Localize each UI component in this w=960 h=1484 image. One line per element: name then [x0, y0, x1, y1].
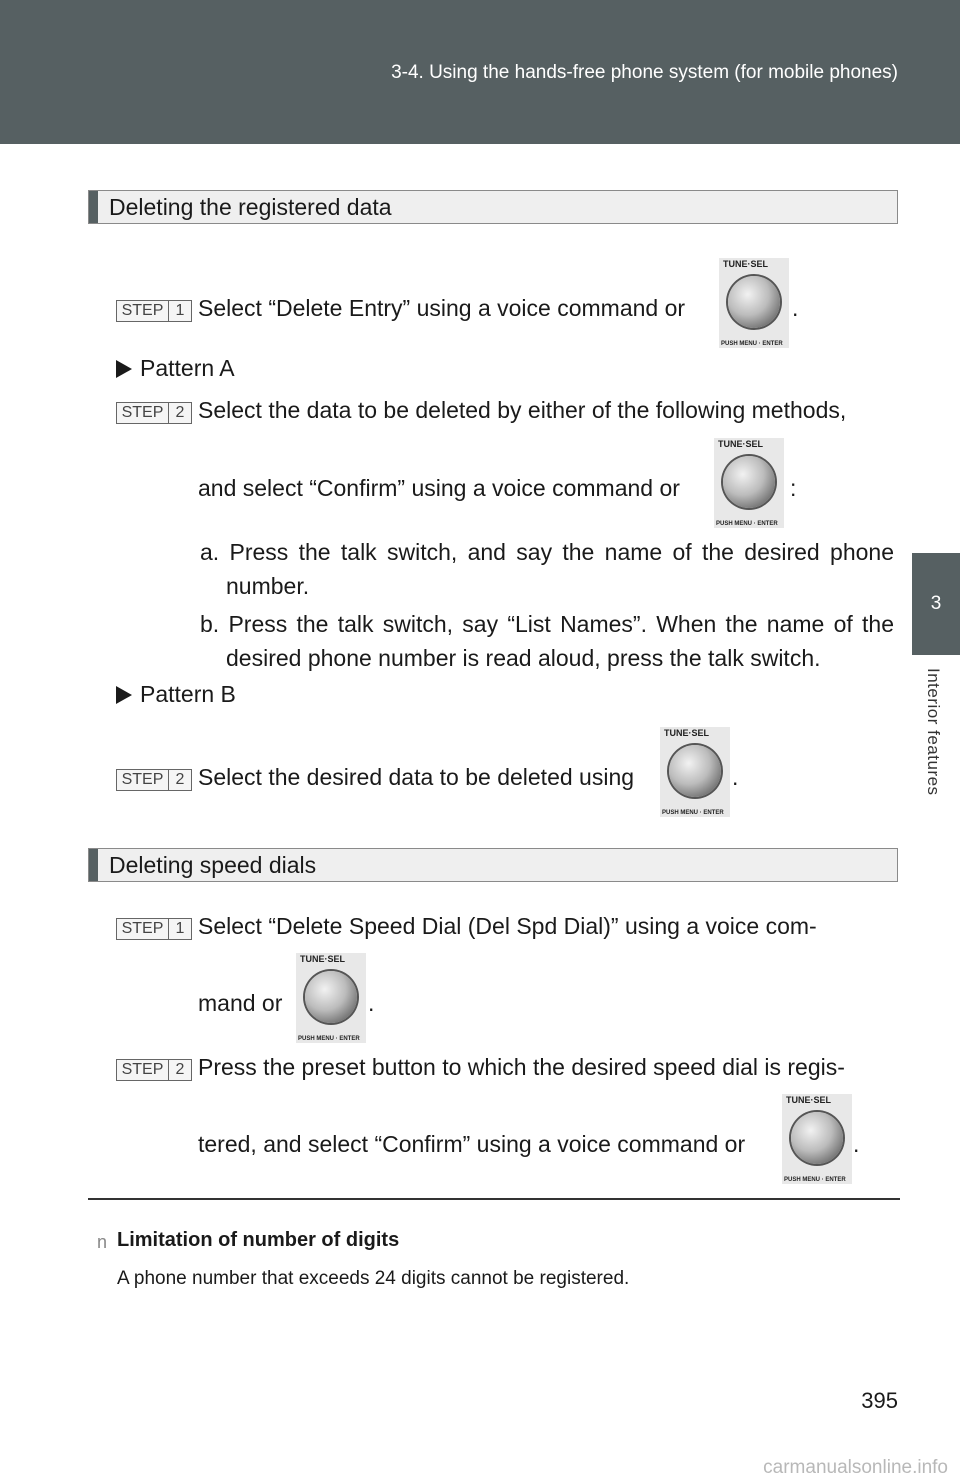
- step-badge-1: [116, 300, 192, 322]
- speed-step-1-text-2: mand or: [198, 990, 283, 1016]
- list-item-b: b. Press the talk switch, say “List Names”. When the name of the desired phone number is read aloud, press the talk switch.: [200, 611, 894, 671]
- note-body: A phone number that exceeds 24 digits cannot be registered.: [117, 1268, 630, 1289]
- step-number: 2: [175, 1061, 185, 1078]
- step-badge-2b: [116, 769, 192, 791]
- tune-sel-knob-icon: TUNE·SEL PUSH MENU · ENTER: [660, 727, 730, 817]
- step-2a-text-2: and select “Confirm” using a voice command or: [198, 475, 680, 501]
- step-1-end: .: [792, 295, 799, 321]
- step-word: STEP: [117, 919, 169, 939]
- speed-step-2-end: .: [853, 1131, 860, 1157]
- running-header: 3-4. Using the hands-free phone system (for mobile phones): [391, 62, 898, 83]
- step-badge-s2: [116, 1059, 192, 1081]
- section-heading-deleting-registered: [88, 190, 898, 224]
- pattern-a-label: Pattern A: [116, 355, 235, 382]
- speed-step-2-text-2: tered, and select “Confirm” using a voice command or: [198, 1131, 746, 1157]
- step-number: 1: [175, 302, 185, 319]
- note-bullet: n: [97, 1232, 108, 1252]
- triangle-bullet-icon: [116, 360, 132, 378]
- header-band: [0, 0, 960, 144]
- speed-step-1-text-1: Select “Delete Speed Dial (Del Spd Dial)” using a voice com-: [198, 913, 817, 939]
- step-2a-text-1: Select the data to be deleted by either of the following methods,: [198, 397, 847, 423]
- section-heading-deleting-speed: [88, 848, 898, 882]
- step-word: STEP: [117, 1060, 169, 1080]
- triangle-bullet-icon: [116, 686, 132, 704]
- step-2b-text: Select the desired data to be deleted using: [198, 764, 635, 790]
- note-title: Limitation of number of digits: [117, 1229, 400, 1251]
- step-badge-s1: [116, 918, 192, 940]
- section-title: Deleting speed dials: [109, 852, 317, 878]
- divider: [88, 1198, 900, 1200]
- list-item-a: a. Press the talk switch, and say the name of the desired phone number.: [200, 539, 894, 599]
- step-word: STEP: [117, 301, 169, 321]
- step-word: STEP: [117, 770, 169, 790]
- tune-sel-knob-icon: TUNE·SEL PUSH MENU · ENTER: [296, 953, 366, 1043]
- watermark: carmanualsonline.info: [763, 1457, 948, 1478]
- step-number: 1: [175, 920, 185, 937]
- pattern-b-label: Pattern B: [116, 681, 236, 708]
- chapter-tab: 3: [912, 553, 960, 655]
- page-number: 395: [861, 1388, 898, 1413]
- tune-sel-knob-icon: TUNE·SEL PUSH MENU · ENTER: [714, 438, 784, 528]
- speed-step-1-end: .: [368, 990, 375, 1016]
- step-word: STEP: [117, 403, 169, 423]
- step-number: 2: [175, 771, 185, 788]
- section-title: Deleting the registered data: [109, 194, 392, 220]
- step-number: 2: [175, 404, 185, 421]
- tune-sel-knob-icon: TUNE·SEL PUSH MENU · ENTER: [782, 1094, 852, 1184]
- step-2b-end: .: [732, 764, 739, 790]
- step-2a-end: :: [790, 475, 797, 501]
- chapter-label: Interior features: [924, 668, 943, 796]
- speed-step-2-text-1: Press the preset button to which the desired speed dial is regis-: [198, 1054, 845, 1080]
- step-badge-2a: [116, 402, 192, 424]
- tune-sel-knob-icon: TUNE·SEL PUSH MENU · ENTER: [719, 258, 789, 348]
- step-1-text: Select “Delete Entry” using a voice command or: [198, 295, 686, 321]
